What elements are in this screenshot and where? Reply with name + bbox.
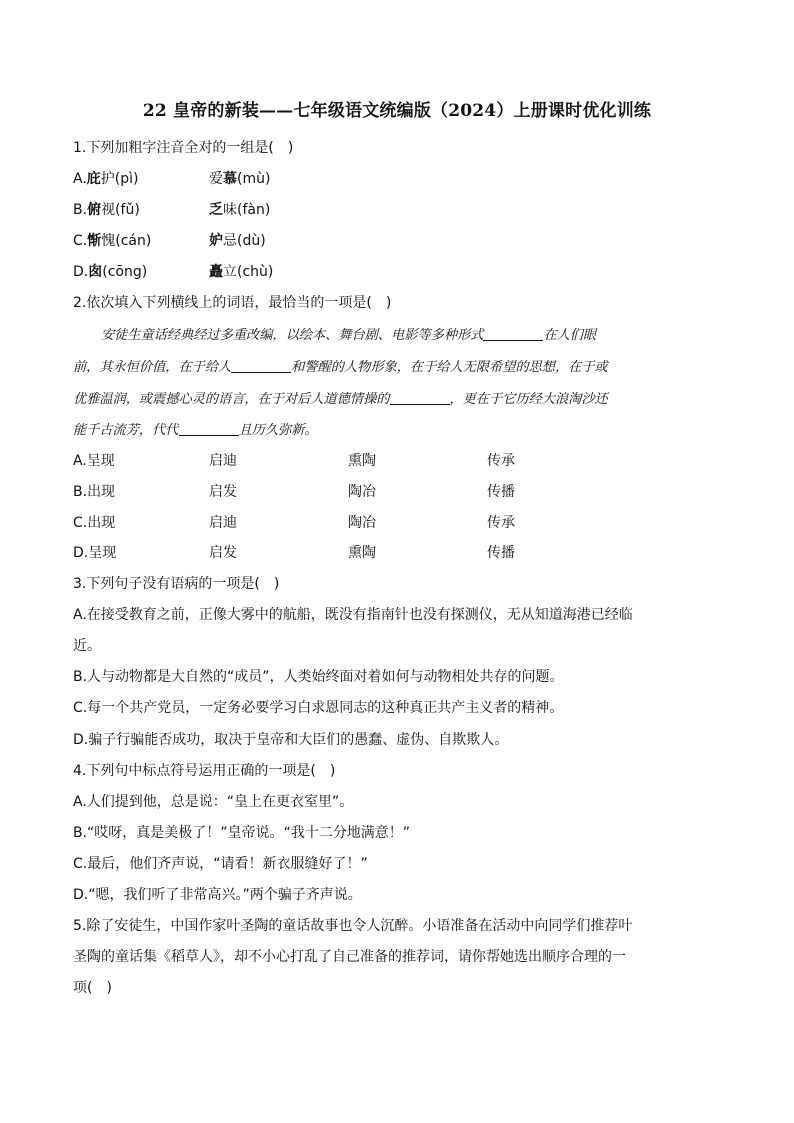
q2-option-b-label: B.出现 [73, 484, 116, 500]
q2-option-c-label: C.出现 [73, 515, 116, 531]
q3-option-b: B.人与动物都是大自然的“成员”，人类始终面对着如何与动物相处共存的问题。 [73, 669, 564, 685]
q1-option-a: A.庇护(pì) [73, 171, 139, 187]
q2-option-d-word3: 熏陶 [348, 545, 376, 561]
q1-option-d: D.囱(cōng) [73, 264, 148, 280]
q3-option-a: A.在接受教育之前，正像大雾中的航船，既没有指南针也没有探测仪，无从知道海港已经临 [73, 607, 633, 623]
q2-option-b-word3: 陶冶 [348, 484, 376, 500]
document-title: 22 皇帝的新装——七年级语文统编版（2024）上册课时优化训练 [142, 101, 652, 121]
q2-option-d-word2: 启发 [209, 545, 237, 561]
q3-option-c: C.每一个共产党员，一定务必要学习白求恩同志的这种真正共产主义者的精神。 [73, 700, 564, 716]
q2-option-b-word4: 传播 [487, 484, 515, 500]
q2-option-a-label: A.呈现 [73, 453, 115, 469]
q2-option-c-word3: 陶冶 [348, 515, 376, 531]
q2-passage-line-4: 能千古流芳，代代 且历久弥新。 [73, 423, 318, 438]
q2-passage-line-3: 优雅温润，或震撼心灵的语言，在于对后人道德情操的 ，更在于它历经大浪淘沙还 [73, 392, 608, 407]
q2-option-a-word2: 启迪 [209, 453, 237, 469]
q5-stem-line-2: 圣陶的童话集《稻草人》，却不小心打乱了自己准备的推荐词，请你帮她选出顺序合理的一 [73, 949, 626, 965]
q1-option-c: C.惭愧(cán) [73, 233, 152, 249]
q1-option-a-word2: 爱慕(mù) [209, 171, 271, 187]
q2-option-d-label: D.呈现 [73, 545, 117, 561]
q4-stem: 4.下列句中标点符号运用正确的一项是( ) [73, 763, 336, 779]
q2-option-a-word4: 传承 [487, 453, 515, 469]
q2-passage-line-2: 前，其永恒价值，在于给人 和警醒的人物形象，在于给人无限希望的思想，在于或 [73, 360, 608, 375]
q4-option-d: D.“嗯，我们听了非常高兴。”两个骗子齐声说。 [73, 887, 362, 903]
q3-option-d: D.骗子行骗能否成功，取决于皇帝和大臣们的愚蠢、虚伪、自欺欺人。 [73, 732, 509, 748]
q1-option-b: B.俯视(fǔ) [73, 202, 140, 218]
q2-stem: 2.依次填入下列横线上的词语，最恰当的一项是( ) [73, 295, 392, 311]
q4-option-c: C.最后，他们齐声说，“请看！新衣服缝好了！” [73, 856, 368, 872]
q2-option-d-word4: 传播 [487, 545, 515, 561]
q4-option-a: A.人们提到他，总是说：“皇上在更衣室里”。 [73, 794, 354, 810]
q1-stem: 1.下列加粗字注音全对的一组是( ) [73, 140, 294, 156]
q3-stem: 3.下列句子没有语病的一项是( ) [73, 576, 280, 592]
q1-option-d-word2: 矗立(chù) [209, 264, 274, 280]
q2-option-a-word3: 熏陶 [348, 453, 376, 469]
q1-option-b-word2: 乏味(fàn) [209, 202, 271, 218]
q1-option-c-word2: 妒忌(dù) [209, 233, 266, 249]
q2-passage-line-1: 安徒生童话经典经过多重改编，以绘本、舞台剧、电影等多种形式 在人们眼 [101, 328, 597, 343]
q2-option-c-word2: 启迪 [209, 515, 237, 531]
q2-option-b-word2: 启发 [209, 484, 237, 500]
answer-blank-4[interactable] [179, 421, 239, 436]
answer-blank-1[interactable] [483, 326, 543, 341]
q5-stem-line-3: 项( ) [73, 980, 112, 996]
q5-stem-line-1: 5.除了安徒生，中国作家叶圣陶的童话故事也令人沉醉。小语准备在活动中向同学们推荐叶 [73, 918, 633, 934]
q3-option-a-cont: 近。 [73, 638, 101, 654]
q2-option-c-word4: 传承 [487, 515, 515, 531]
answer-blank-2[interactable] [231, 358, 291, 373]
answer-blank-3[interactable] [390, 390, 450, 405]
q4-option-b: B.“哎呀，真是美极了！”皇帝说。“我十二分地满意！” [73, 825, 411, 841]
